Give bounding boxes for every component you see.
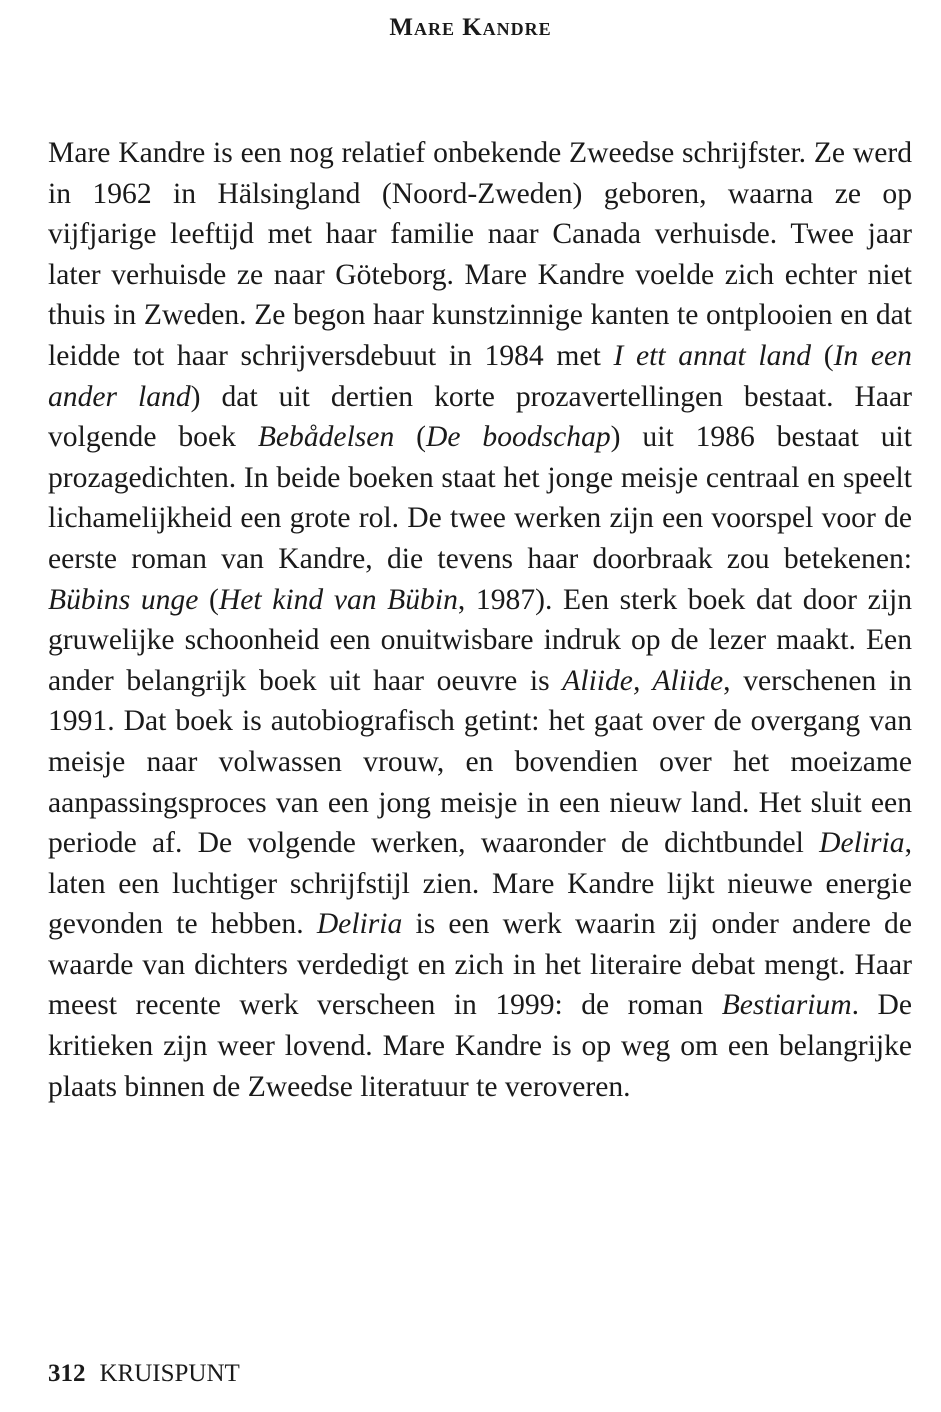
text-run: ) uit 1986 bestaat uit prozagedichten. In beide boeken staat het jonge meisje centraal en speelt lichamelijkheid een grote rol. De twee werken zijn een voorspel voor de eerste roman van Kandre, die tevens haar doorbraak zou betekenen: <box>48 421 912 575</box>
book-title-original: Deliria <box>316 908 403 941</box>
page-number: 312 <box>48 1360 86 1387</box>
page-footer <box>48 1360 240 1388</box>
text-run: , verschenen in 1991. Dat boek is autobiografisch getint: het gaat over de overgang van meisje naar volwassen vrouw, en bovendien over het moeizame aanpassingsproces van een jong meisje in een nieuw land. Het sluit een periode af. De volgende werken, waaronder de dichtbundel <box>48 664 912 860</box>
text-run: Mare Kandre is een nog relatief onbekende Zweedse schrijfster. Ze werd in 1962 in Hälsingland (Noord-Zweden) geboren, waarna ze op vijfjarige leeftijd met haar familie naar Canada verhuisde. Twee jaar later verhuisde ze naar Göteborg. Mare Kandre voelde zich echter niet thuis in Zweden. Ze begon haar kunstzinnige kanten te ontplooien en dat leidde tot haar schrijversdebuut in 1984 met <box>48 137 912 372</box>
journal-name: KRUISPUNT <box>99 1360 240 1387</box>
text-run: , 1987). Een sterk boek dat door zijn gruwelijke schoonheid een onuitwisbare indruk op de lezer maakt. Een ander belangrijk boek uit haar oeuvre is <box>48 583 913 697</box>
article-paragraph <box>48 133 912 1107</box>
text-run: ( <box>198 583 219 616</box>
text-run: . De kritieken zijn weer lovend. Mare Kandre is op weg om een belangrijke plaats binnen de Zweedse literatuur te veroveren. <box>48 989 912 1103</box>
book-title-original: I ett annat land <box>613 339 812 372</box>
book-title-translation: Het kind van Bübin <box>218 583 458 616</box>
text-run: is een werk waarin zij onder andere de waarde van dichters verdedigt en zich in het literaire debat mengt. Haar meest recente werk verscheen in 1999: de roman <box>48 908 912 1022</box>
text-run: ( <box>811 339 834 372</box>
text-run: , laten een luchtiger schrijfstijl zien. Mare Kandre lijkt nieuwe energie gevonden te hebben. <box>48 827 912 941</box>
book-title-translation: De boodschap <box>426 421 611 454</box>
book-title-original: Bebådelsen <box>257 421 395 454</box>
running-header: Mare Kandre <box>389 14 552 41</box>
book-title-original: Deliria <box>819 827 905 860</box>
book-title-original: Aliide, Aliide <box>562 664 724 697</box>
book-title-original: Bestiarium <box>721 989 852 1022</box>
text-run: ) dat uit dertien korte prozavertellingen bestaat. Haar volgende boek <box>48 380 912 454</box>
text-run: ( <box>394 421 427 454</box>
book-title-original: Bübins unge <box>48 583 199 616</box>
book-title-translation: In een ander land <box>48 339 912 413</box>
